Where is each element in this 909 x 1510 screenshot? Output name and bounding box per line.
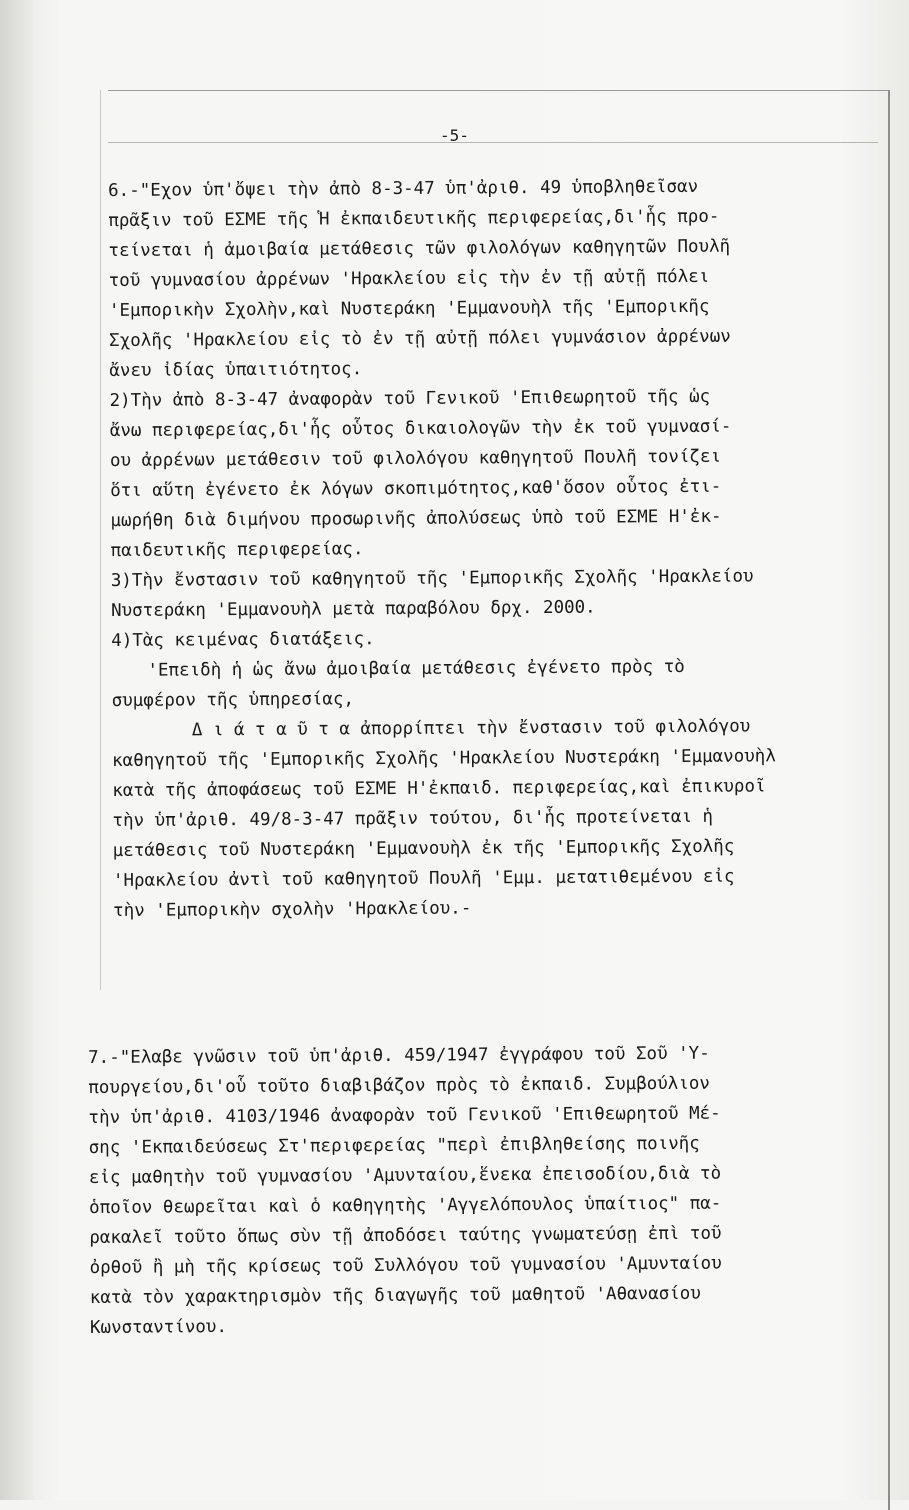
text-line: 2)Τὴν ἀπὸ 8-3-47 ἀναφορὰν τοῦ Γενικοῦ 'Επιθεωρητοῦ τῆς ὡς xyxy=(109,386,711,411)
text-line: ὅτι αὕτη ἐγένετο ἐκ λόγων σκοπιμότητος,καθ'ὅσον οὗτος ἐτι- xyxy=(110,476,722,501)
text-line: πρᾶξιν τοῦ ΕΣΜΕ τῆς Ἡ ἐκπαιδευτικῆς περιφερείας,δι'ἧς προ- xyxy=(108,206,720,231)
text-line: τείνεται ἡ ἀμοιβαία μετάθεσις τῶν φιλολόγων καθηγητῶν Πουλῆ xyxy=(108,236,731,261)
text-line: καθηγητοῦ τῆς 'Εμπορικῆς Σχολῆς 'Ηρακλείου Νυστεράκη 'Εμμανουὴλ xyxy=(112,746,776,771)
text-line: πουργείου,δι'οὗ τοῦτο διαβιβάζον πρὸς τὸ ἐκπαιδ. Συμβούλιον xyxy=(88,1073,710,1098)
text-line: τὴν ὑπ'ἀριθ. 49/8-3-47 πρᾶξιν τούτου, δι'ἧς προτείνεται ἡ xyxy=(112,806,714,831)
text-line: 'Ηρακλείου ἀντὶ τοῦ καθηγητοῦ Πουλῆ 'Εμμ. μετατιθεμένου εἰς xyxy=(112,866,735,891)
text-line: τὴν ὑπ'ἀριθ. 4103/1946 ἀναφορὰν τοῦ Γενικοῦ 'Επιθεωρητοῦ Μέ- xyxy=(88,1103,721,1128)
text-line: ὀρθοῦ ἢ μὴ τῆς κρίσεως τοῦ Συλλόγου τοῦ γυμνασίου 'Αμυνταίου xyxy=(89,1253,722,1278)
text-line: 7.-"Ελαβε γνῶσιν τοῦ ὑπ'ἀριθ. 459/1947 ἐγγράφου τοῦ Σοῦ 'Υ- xyxy=(88,1043,710,1068)
text-line: κατὰ τῆς ἀποφάσεως τοῦ ΕΣΜΕ Η'ἐκπαιδ. περιφερείας,καὶ ἐπικυροῖ xyxy=(112,776,766,801)
text-line: τὴν 'Εμπορικὴν σχολὴν 'Ηρακλείου.- xyxy=(113,898,472,921)
text-line: 4)Τὰς κειμένας διατάξεις. xyxy=(111,629,375,651)
text-line: 3)Τὴν ἔνστασιν τοῦ καθηγητοῦ τῆς 'Εμπορικῆς Σχολῆς 'Ηρακλείου xyxy=(110,566,754,591)
left-margin-strip xyxy=(0,0,34,1500)
text-line: 6.-"Εχον ὑπ'ὄψει τὴν ἀπὸ 8-3-47 ὑπ'ἀριθ. 49 ὑποβληθεῖσαν xyxy=(108,176,699,201)
paragraph-item-6 xyxy=(108,171,891,926)
text-line: Κωνσταντίνου. xyxy=(89,1317,228,1338)
text-line: Δ ι ά τ α ῦ τ α ἀπορρίπτει τὴν ἔνστασιν τοῦ φιλολόγου xyxy=(191,716,751,741)
top-rule xyxy=(108,90,888,91)
text-line: ρακαλεῖ τοῦτο ὅπως σὺν τῇ ἀποδόσει ταύτης γνωματεύσῃ ἐπὶ τοῦ xyxy=(89,1223,722,1248)
text-line: σης 'Εκπαιδεύσεως Στ'περιφερείας "περὶ ἐπιβληθείσης ποινῆς xyxy=(88,1133,700,1158)
text-line: κατὰ τὸν χαρακτηρισμὸν τῆς διαγωγῆς τοῦ μαθητοῦ 'Αθανασίου xyxy=(89,1283,701,1308)
text-line: Νυστεράκη 'Εμμανουὴλ μετὰ παραβόλου δρχ. 2000. xyxy=(110,597,596,621)
text-line: παιδευτικῆς περιφερείας. xyxy=(110,539,364,561)
paragraph-item-7 xyxy=(88,1037,886,1343)
text-line: 'Εμπορικὴν Σχολὴν,καὶ Νυστεράκη 'Εμμανουὴλ τῆς 'Εμπορικῆς xyxy=(108,296,710,321)
text-line: ὁποῖον θεωρεῖται καὶ ὁ καθηγητὴς 'Αγγελόπουλος ὑπαίτιος" πα- xyxy=(89,1193,722,1218)
text-line: Σχολῆς 'Ηρακλείου εἰς τὸ ἐν τῇ αὐτῇ πόλει γυμνάσιον ἀρρένων xyxy=(109,326,731,351)
text-line: ἄνω περιφερείας,δι'ἧς οὗτος δικαιολογῶν τὴν ἐκ τοῦ γυμνασί- xyxy=(109,416,732,441)
text-line: ἄνευ ἰδίας ὑπαιτιότητος. xyxy=(109,359,363,381)
page-number: -5- xyxy=(440,126,469,145)
text-line: 'Επειδὴ ἡ ὡς ἄνω ἀμοιβαία μετάθεσις ἐγένετο πρὸς τὸ xyxy=(147,656,685,681)
text-line: μωρήθη διὰ διμήνου προσωρινῆς ἀπολύσεως ὑπὸ τοῦ ΕΣΜΕ Η'ἐκ- xyxy=(110,506,722,531)
text-line: μετάθεσις τοῦ Νυστεράκη 'Εμμανουὴλ ἐκ τῆς 'Εμπορικῆς Σχολῆς xyxy=(112,836,735,861)
text-line: συμφέρον τῆς ὑπηρεσίας, xyxy=(111,689,355,711)
left-margin-rule xyxy=(100,90,101,990)
text-line: τοῦ γυμνασίου ἀρρένων 'Ηρακλείου εἰς τὴν ἐν τῇ αὐτῇ πόλει xyxy=(108,266,710,291)
text-line: εἰς μαθητὴν τοῦ γυμνασίου 'Αμυνταίου,ἕνεκα ἐπεισοδίου,διὰ τὸ xyxy=(88,1163,722,1188)
text-line: ου ἀρρένων μετάθεσιν τοῦ φιλολόγου καθηγητοῦ Πουλῆ τονίζει xyxy=(109,446,722,471)
